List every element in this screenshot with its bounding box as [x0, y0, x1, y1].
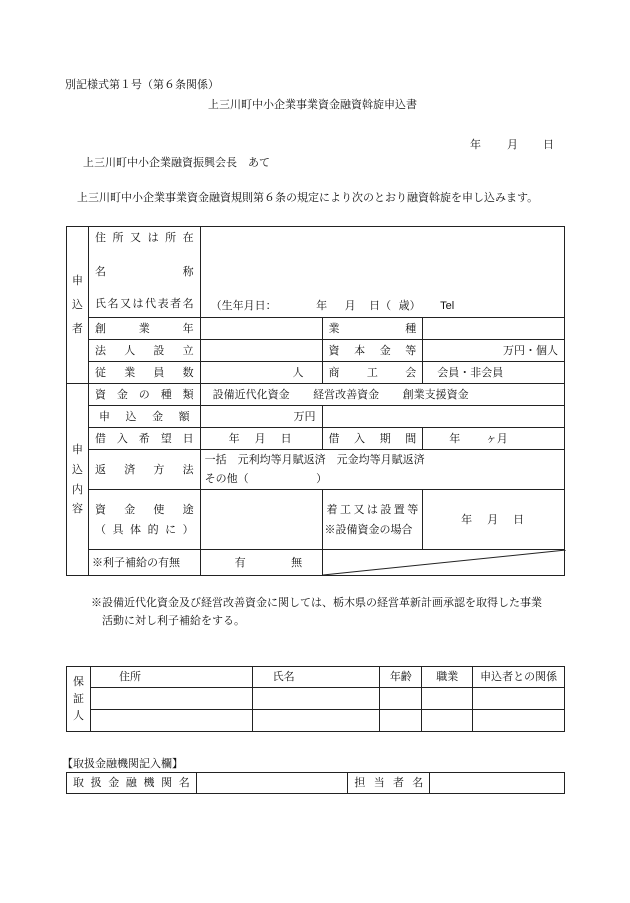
addressee: 上三川町中小企業融資振興会長 あて	[83, 156, 270, 169]
guarantor-header-relation: 申込者との関係	[473, 667, 565, 688]
guarantor-age-field-2[interactable]	[380, 710, 422, 732]
fund-type-management[interactable]: 経営改善資金	[313, 387, 380, 401]
subsidy-yes[interactable]: 有	[234, 555, 246, 569]
term-label: 借入期間	[322, 428, 423, 450]
start-label: 着工又は設置等	[326, 502, 419, 516]
capital-field[interactable]	[423, 340, 565, 362]
fund-type-label: 資金の種類	[88, 384, 200, 406]
staff-field[interactable]	[430, 773, 565, 794]
incorporated-field[interactable]	[200, 340, 322, 362]
employees-field[interactable]	[200, 362, 322, 384]
name-label-first: 名	[94, 264, 106, 278]
guarantor-label: 保 証 人	[67, 667, 91, 732]
start-label-cell	[322, 490, 423, 550]
note-line-2: 活動に対し利子補給をする。	[102, 614, 245, 627]
amount-unit: 万円	[293, 409, 316, 423]
subsidy-blank	[322, 550, 564, 576]
repay-other-close: ）	[316, 471, 328, 485]
bank-table	[66, 772, 565, 794]
age-suffix: 歳）	[398, 299, 421, 313]
employees-unit: 人	[292, 365, 304, 379]
page-title: 上三川町中小企業事業資金融資斡旋申込書	[208, 98, 417, 111]
borrow-date-field[interactable]	[200, 428, 322, 450]
borrow-date-units: 年 月 日	[228, 431, 294, 445]
date-year-label: 年	[470, 138, 481, 151]
business-type-label: 業種	[322, 318, 423, 340]
fund-type-equipment[interactable]: 設備近代化資金	[212, 387, 290, 401]
address-label: 住所又は所在	[94, 231, 194, 244]
borrow-date-label: 借入希望日	[88, 428, 200, 450]
repay-other: その他（	[204, 471, 249, 485]
birth-month: 月	[344, 299, 356, 313]
subsidy-no[interactable]: 無	[291, 555, 303, 569]
guarantor-name-field[interactable]	[252, 688, 380, 710]
subsidy-options[interactable]	[200, 550, 322, 576]
applicant-label-cell	[88, 227, 200, 318]
repay-options[interactable]	[200, 450, 564, 490]
amount-field[interactable]	[200, 406, 322, 428]
start-date-field[interactable]	[423, 490, 565, 550]
guarantor-header-occupation: 職業	[422, 667, 473, 688]
guarantor-occupation-field[interactable]	[422, 688, 473, 710]
birth-year: 年	[316, 299, 328, 313]
fund-type-startup[interactable]: 創業支援資金	[402, 387, 469, 401]
guarantor-table	[66, 666, 565, 732]
start-date-units: 年 月 日	[461, 512, 527, 526]
date-month-label: 月	[507, 138, 518, 151]
subsidy-label: ※利子補給の有無	[88, 550, 200, 576]
chamber-label: 商工会	[322, 362, 423, 384]
name-label-last: 称	[182, 264, 194, 278]
form-number: 別記様式第１号（第６条関係）	[65, 78, 219, 91]
amount-label: 申込金額	[88, 406, 200, 428]
repay-label: 返済方法	[88, 450, 200, 490]
date-day-label: 日	[543, 138, 554, 151]
diagonal-strike	[323, 550, 566, 576]
purpose-label-cell	[88, 490, 200, 550]
guarantor-relation-field-2[interactable]	[473, 710, 565, 732]
founded-label: 創業年	[88, 318, 200, 340]
repay-methods[interactable]: 一括 元利均等月賦返済 元金均等月賦返済	[204, 453, 425, 466]
membership-field[interactable]	[423, 362, 565, 384]
capital-unit: 万円・個人	[503, 343, 558, 357]
capital-label: 資本金等	[322, 340, 423, 362]
applicant-info-field[interactable]	[200, 227, 564, 318]
institution-label: 取扱金融機関名	[67, 773, 197, 794]
term-year: 年	[449, 431, 461, 445]
founded-field[interactable]	[200, 318, 322, 340]
content-section-label: 申 込 内 容	[67, 384, 89, 576]
guarantor-header-name: 氏名	[252, 667, 380, 688]
institution-field[interactable]	[196, 773, 348, 794]
guarantor-age-field[interactable]	[380, 688, 422, 710]
applicant-section-label: 申 込 者	[67, 227, 89, 384]
guarantor-address-field-2[interactable]	[90, 710, 252, 732]
purpose-label: 資金使途	[94, 502, 194, 516]
term-month: ヶ月	[485, 431, 508, 445]
note-line-1: ※設備近代化資金及び経営改善資金に関しては、栃木県の経営革新計画承認を取得した事業	[91, 596, 542, 609]
amount-blank	[322, 406, 564, 428]
guarantor-relation-field[interactable]	[473, 688, 565, 710]
purpose-sub-label: （具体的に）	[94, 522, 194, 536]
guarantor-header-age: 年齢	[380, 667, 422, 688]
staff-label: 担当者名	[348, 773, 430, 794]
birth-day: 日（	[369, 299, 392, 313]
employees-label: 従業員数	[88, 362, 200, 384]
term-field[interactable]	[423, 428, 565, 450]
intro-text: 上三川町中小企業事業資金融資規則第６条の規定により次のとおり融資斡旋を申し込みます。	[77, 191, 539, 204]
representative-label: 氏名又は代表者名	[94, 296, 194, 310]
guarantor-header-address: 住所	[90, 667, 252, 688]
business-type-field[interactable]	[423, 318, 565, 340]
guarantor-occupation-field-2[interactable]	[422, 710, 473, 732]
purpose-field[interactable]	[200, 490, 322, 550]
incorporated-label: 法人設立	[88, 340, 200, 362]
application-table	[66, 226, 565, 576]
start-note: ※設備資金の場合	[324, 522, 413, 536]
guarantor-name-field-2[interactable]	[252, 710, 380, 732]
membership-options: 会員・非会員	[437, 365, 504, 379]
guarantor-address-field[interactable]	[90, 688, 252, 710]
birth-prefix: （生年月日：	[210, 299, 277, 313]
fund-type-options[interactable]	[200, 384, 564, 406]
tel-label: Tel	[440, 300, 455, 313]
bank-section-title: 【取扱金融機関記入欄】	[62, 757, 183, 770]
